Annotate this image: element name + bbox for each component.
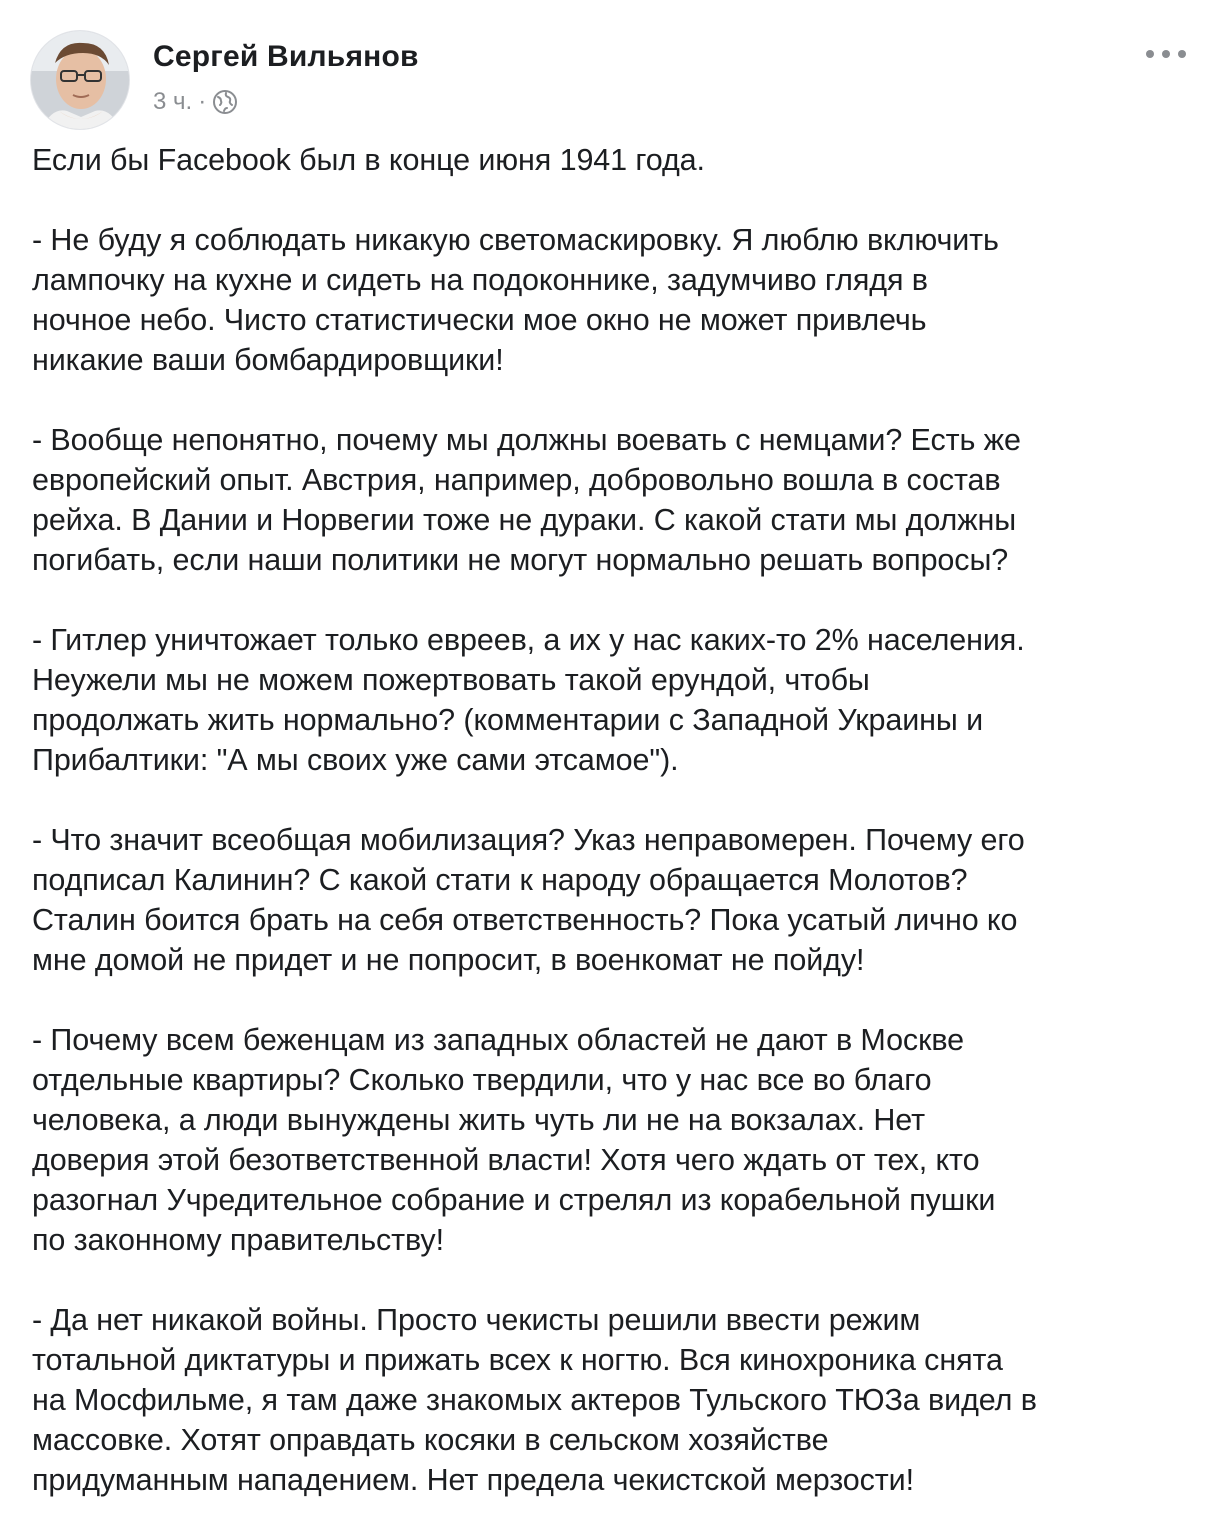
post-paragraph: - Почему всем беженцам из западных областей не дают в Москве отдельные квартиры? Сколько твердили, что у нас все во благо человека, а люди вынуждены жить чуть ли не на вокзалах. Нет доверия этой безответственной власти! Хотя чего ждать от тех, кто разогнал Учредительное собрание и стрелял из корабельной пушки по законному правительству! <box>32 1023 996 1257</box>
more-dot <box>1146 50 1154 58</box>
post-time[interactable]: 3 ч. <box>153 88 193 115</box>
post-paragraph: - Вообще непонятно, почему мы должны воевать с немцами? Есть же европейский опыт. Австрия, например, добровольно вошла в состав рейха. В Дании и Норвегии тоже не дураки. С какой стати мы должны погибать, если наши политики не могут нормально решать вопросы? <box>32 423 1021 577</box>
post-paragraph: - Не буду я соблюдать никакую светомаскировку. Я люблю включить лампочку на кухне и сидеть на подоконнике, задумчиво глядя в ночное небо. Чисто статистически мое окно не может привлечь никакие ваши бомбардировщики! <box>32 223 999 377</box>
avatar-photo <box>31 31 130 130</box>
avatar[interactable] <box>30 30 130 130</box>
more-dot <box>1162 50 1170 58</box>
post-meta <box>153 88 238 116</box>
post-paragraph: - Что значит всеобщая мобилизация? Указ неправомерен. Почему его подписал Калинин? С какой стати к народу обращается Молотов? Сталин боится брать на себя ответственность? Пока усатый лично ко мне домой не придет и не попросит, в военкомат не пойду! <box>32 823 1025 977</box>
globe-icon[interactable] <box>212 89 238 115</box>
post-body <box>32 140 1182 1500</box>
post-header <box>30 30 1180 130</box>
meta-separator: · <box>198 88 207 115</box>
post-paragraph: - Гитлер уничтожает только евреев, а их у нас каких-то 2% населения. Неужели мы не можем пожертвовать такой ерундой, чтобы продолжать жить нормально? (комментарии с Западной Украины и Прибалтики: "А мы своих уже сами этсамое"). <box>32 623 1025 777</box>
more-options-icon[interactable] <box>1146 44 1186 64</box>
post-paragraph: - Да нет никакой войны. Просто чекисты решили ввести режим тотальной диктатуры и прижать всех к ногтю. Вся кинохроника снята на Мосфильме, я там даже знакомых актеров Тульского ТЮЗа видел в массовке. Хотят оправдать косяки в сельском хозяйстве придуманным нападением. Нет предела чекистской мерзости! <box>32 1303 1037 1497</box>
more-dot <box>1178 50 1186 58</box>
author-name[interactable]: Сергей Вильянов <box>153 40 419 73</box>
post-paragraph: Если бы Facebook был в конце июня 1941 года. <box>32 143 705 177</box>
